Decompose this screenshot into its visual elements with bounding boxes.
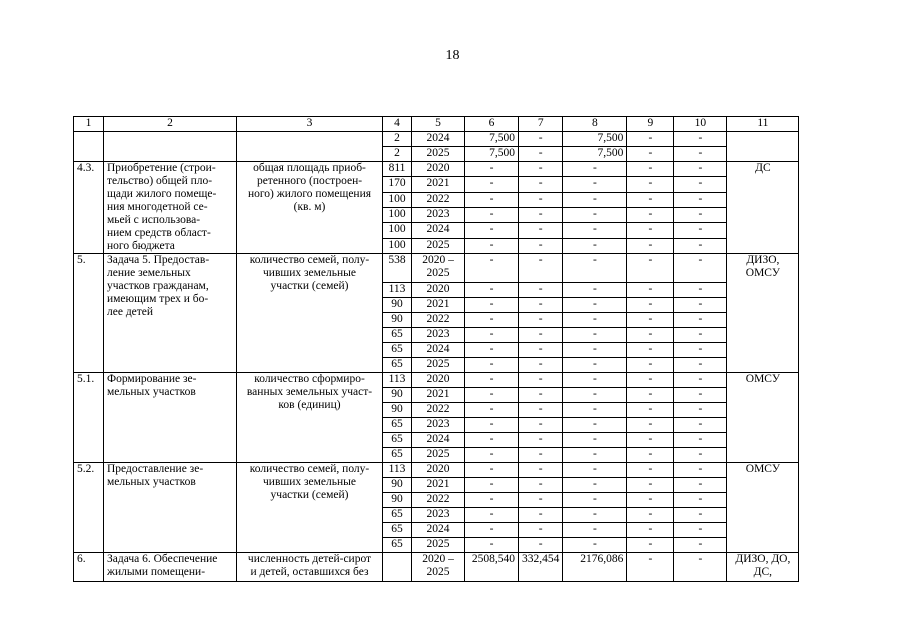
cell-indicator: общая площадь приоб- ретенного (построен- ного) жилого помещения (кв. м) xyxy=(237,162,383,254)
table-row xyxy=(74,254,799,283)
cell-year: 2023 xyxy=(412,508,465,523)
cell-col6: - xyxy=(465,478,519,493)
cell-col9: - xyxy=(627,177,674,192)
cell-executor xyxy=(727,132,799,162)
cell-col6: - xyxy=(465,538,519,553)
cell-col8: - xyxy=(563,388,627,403)
header-cell: 7 xyxy=(519,117,563,132)
cell-col6: - xyxy=(465,298,519,313)
cell-col10: - xyxy=(674,283,727,298)
cell-year: 2021 xyxy=(412,298,465,313)
cell-year: 2021 xyxy=(412,177,465,192)
cell-col8: - xyxy=(563,463,627,478)
cell-year: 2020 xyxy=(412,463,465,478)
cell-year: 2022 xyxy=(412,313,465,328)
cell-col6: - xyxy=(465,313,519,328)
cell-col8: - xyxy=(563,538,627,553)
cell-col9: - xyxy=(627,463,674,478)
header-cell: 8 xyxy=(563,117,627,132)
cell-col10: - xyxy=(674,358,727,373)
cell-col9: - xyxy=(627,418,674,433)
cell-num: 4.3. xyxy=(74,162,104,254)
cell-col8: - xyxy=(563,223,627,238)
cell-col9: - xyxy=(627,448,674,463)
cell-col7: - xyxy=(519,254,563,283)
cell-col4 xyxy=(383,553,412,582)
cell-name: Задача 6. Обеспечение жилыми помещени- xyxy=(104,553,237,582)
cell-indicator: количество сформиро- ванных земельных участ- ков (единиц) xyxy=(237,373,383,463)
cell-col4: 90 xyxy=(383,478,412,493)
cell-col4: 65 xyxy=(383,328,412,343)
cell-col10: - xyxy=(674,254,727,283)
cell-col7: - xyxy=(519,192,563,207)
cell-col10: - xyxy=(674,223,727,238)
cell-col9: - xyxy=(627,192,674,207)
cell-col4: 65 xyxy=(383,358,412,373)
cell-col10: - xyxy=(674,328,727,343)
cell-col6: - xyxy=(465,254,519,283)
cell-col7: - xyxy=(519,223,563,238)
header-cell: 5 xyxy=(412,117,465,132)
cell-col4: 170 xyxy=(383,177,412,192)
cell-col4: 113 xyxy=(383,463,412,478)
cell-col4: 65 xyxy=(383,448,412,463)
cell-year: 2023 xyxy=(412,207,465,222)
cell-col6: - xyxy=(465,418,519,433)
cell-name: Задача 5. Предостав- ление земельных участков гражданам, имеющим трех и бо- лее детей xyxy=(104,254,237,373)
cell-year: 2025 xyxy=(412,358,465,373)
cell-indicator: количество семей, полу- чивших земельные участки (семей) xyxy=(237,463,383,553)
cell-col6: - xyxy=(465,373,519,388)
header-cell: 4 xyxy=(383,117,412,132)
cell-col6: - xyxy=(465,493,519,508)
cell-year: 2021 xyxy=(412,478,465,493)
cell-col9: - xyxy=(627,328,674,343)
cell-executor: ДИЗО, ДО, ДС, xyxy=(727,553,799,582)
cell-col6: - xyxy=(465,358,519,373)
table-row xyxy=(74,463,799,478)
cell-year: 2021 xyxy=(412,388,465,403)
cell-num: 5.1. xyxy=(74,373,104,463)
cell-col6: - xyxy=(465,328,519,343)
cell-col9: - xyxy=(627,373,674,388)
cell-col9: - xyxy=(627,147,674,162)
cell-col4: 90 xyxy=(383,493,412,508)
cell-col6: - xyxy=(465,448,519,463)
cell-year: 2022 xyxy=(412,493,465,508)
cell-col10: - xyxy=(674,433,727,448)
cell-indicator: количество семей, полу- чивших земельные участки (семей) xyxy=(237,254,383,373)
cell-col4: 90 xyxy=(383,313,412,328)
cell-col10: - xyxy=(674,418,727,433)
page-number: 18 xyxy=(445,48,460,63)
cell-col4: 113 xyxy=(383,283,412,298)
cell-col10: - xyxy=(674,162,727,177)
cell-col8: - xyxy=(563,508,627,523)
cell-col9: - xyxy=(627,478,674,493)
cell-col4: 65 xyxy=(383,418,412,433)
cell-col7: - xyxy=(519,418,563,433)
cell-col8: - xyxy=(563,238,627,253)
header-cell: 1 xyxy=(74,117,104,132)
cell-col6: - xyxy=(465,223,519,238)
cell-col7: - xyxy=(519,373,563,388)
cell-col7: 332,454 xyxy=(519,553,563,582)
cell-col8: - xyxy=(563,283,627,298)
cell-col4: 100 xyxy=(383,223,412,238)
table-row xyxy=(74,373,799,388)
cell-col8: - xyxy=(563,493,627,508)
cell-col8: - xyxy=(563,328,627,343)
cell-col6: - xyxy=(465,192,519,207)
cell-col6: - xyxy=(465,207,519,222)
cell-executor: ДС xyxy=(727,162,799,254)
cell-col6: 2508,540 xyxy=(465,553,519,582)
cell-col6: - xyxy=(465,463,519,478)
cell-col6: - xyxy=(465,403,519,418)
cell-col9: - xyxy=(627,493,674,508)
cell-col9: - xyxy=(627,162,674,177)
cell-year: 2022 xyxy=(412,192,465,207)
cell-col8: 2176,086 xyxy=(563,553,627,582)
cell-col8: - xyxy=(563,433,627,448)
cell-col7: - xyxy=(519,523,563,538)
cell-col6: 7,500 xyxy=(465,147,519,162)
header-cell: 3 xyxy=(237,117,383,132)
header-cell: 10 xyxy=(674,117,727,132)
cell-name: Приобретение (строи- тельство) общей пло- щади жилого помеще- ния многодетной се- мьей с использова- нием средств област- ного бюджета xyxy=(104,162,237,254)
cell-year: 2023 xyxy=(412,328,465,343)
cell-col10: - xyxy=(674,388,727,403)
cell-col8: - xyxy=(563,478,627,493)
cell-executor: ОМСУ xyxy=(727,373,799,463)
cell-col8: - xyxy=(563,523,627,538)
cell-col6: - xyxy=(465,388,519,403)
cell-col6: - xyxy=(465,343,519,358)
cell-col10: - xyxy=(674,538,727,553)
cell-col7: - xyxy=(519,207,563,222)
cell-indicator xyxy=(237,132,383,162)
cell-col7: - xyxy=(519,132,563,147)
cell-col10: - xyxy=(674,313,727,328)
cell-col10: - xyxy=(674,448,727,463)
cell-col9: - xyxy=(627,403,674,418)
cell-name: Формирование зе- мельных участков xyxy=(104,373,237,463)
cell-col4: 100 xyxy=(383,207,412,222)
cell-num: 6. xyxy=(74,553,104,582)
cell-col8: 7,500 xyxy=(563,147,627,162)
cell-col7: - xyxy=(519,508,563,523)
cell-col9: - xyxy=(627,508,674,523)
cell-col4: 811 xyxy=(383,162,412,177)
cell-col8: - xyxy=(563,343,627,358)
cell-col7: - xyxy=(519,478,563,493)
cell-year: 2024 xyxy=(412,223,465,238)
cell-col9: - xyxy=(627,254,674,283)
cell-col4: 2 xyxy=(383,147,412,162)
cell-col7: - xyxy=(519,403,563,418)
cell-col8: - xyxy=(563,298,627,313)
cell-col6: - xyxy=(465,238,519,253)
cell-col6: - xyxy=(465,177,519,192)
header-cell: 2 xyxy=(104,117,237,132)
cell-col8: - xyxy=(563,418,627,433)
cell-col4: 538 xyxy=(383,254,412,283)
cell-col10: - xyxy=(674,207,727,222)
cell-col8: - xyxy=(563,373,627,388)
cell-year: 2025 xyxy=(412,147,465,162)
cell-col10: - xyxy=(674,147,727,162)
cell-col10: - xyxy=(674,238,727,253)
cell-col6: - xyxy=(465,523,519,538)
cell-col8: - xyxy=(563,177,627,192)
header-cell: 11 xyxy=(727,117,799,132)
cell-col4: 90 xyxy=(383,298,412,313)
cell-col7: - xyxy=(519,448,563,463)
cell-col9: - xyxy=(627,343,674,358)
cell-col4: 65 xyxy=(383,433,412,448)
cell-col10: - xyxy=(674,373,727,388)
cell-col9: - xyxy=(627,433,674,448)
cell-col10: - xyxy=(674,192,727,207)
cell-col9: - xyxy=(627,358,674,373)
cell-col6: - xyxy=(465,433,519,448)
cell-executor: ОМСУ xyxy=(727,463,799,553)
cell-col7: - xyxy=(519,538,563,553)
cell-col7: - xyxy=(519,298,563,313)
cell-year: 2020 – 2025 xyxy=(412,553,465,582)
cell-col7: - xyxy=(519,238,563,253)
cell-name: Предоставление зе- мельных участков xyxy=(104,463,237,553)
cell-year: 2024 xyxy=(412,343,465,358)
cell-col9: - xyxy=(627,538,674,553)
table-row xyxy=(74,162,799,177)
cell-col7: - xyxy=(519,358,563,373)
cell-col9: - xyxy=(627,283,674,298)
cell-col8: 7,500 xyxy=(563,132,627,147)
cell-col4: 65 xyxy=(383,538,412,553)
cell-year: 2023 xyxy=(412,418,465,433)
cell-col8: - xyxy=(563,192,627,207)
cell-num: 5.2. xyxy=(74,463,104,553)
cell-col10: - xyxy=(674,132,727,147)
table-body xyxy=(74,117,799,582)
cell-col7: - xyxy=(519,343,563,358)
cell-col7: - xyxy=(519,388,563,403)
cell-indicator: численность детей-сирот и детей, оставшихся без xyxy=(237,553,383,582)
cell-col4: 65 xyxy=(383,343,412,358)
cell-col4: 90 xyxy=(383,403,412,418)
cell-col7: - xyxy=(519,493,563,508)
header-row xyxy=(74,117,799,132)
cell-col10: - xyxy=(674,463,727,478)
cell-col10: - xyxy=(674,523,727,538)
cell-col10: - xyxy=(674,493,727,508)
cell-col7: - xyxy=(519,313,563,328)
cell-col7: - xyxy=(519,463,563,478)
table-row xyxy=(74,132,799,147)
cell-num xyxy=(74,132,104,162)
cell-year: 2024 xyxy=(412,132,465,147)
cell-year: 2024 xyxy=(412,523,465,538)
cell-col10: - xyxy=(674,508,727,523)
cell-col4: 100 xyxy=(383,192,412,207)
cell-year: 2020 xyxy=(412,373,465,388)
cell-col10: - xyxy=(674,298,727,313)
cell-col8: - xyxy=(563,207,627,222)
cell-col8: - xyxy=(563,313,627,328)
cell-col8: - xyxy=(563,403,627,418)
cell-col7: - xyxy=(519,162,563,177)
cell-col4: 100 xyxy=(383,238,412,253)
cell-col7: - xyxy=(519,328,563,343)
cell-year: 2024 xyxy=(412,433,465,448)
cell-col10: - xyxy=(674,478,727,493)
cell-col9: - xyxy=(627,388,674,403)
cell-col10: - xyxy=(674,553,727,582)
cell-col6: - xyxy=(465,508,519,523)
cell-col7: - xyxy=(519,177,563,192)
cell-col10: - xyxy=(674,403,727,418)
cell-col8: - xyxy=(563,162,627,177)
cell-year: 2020 – 2025 xyxy=(412,254,465,283)
cell-col7: - xyxy=(519,433,563,448)
cell-year: 2025 xyxy=(412,448,465,463)
cell-col7: - xyxy=(519,147,563,162)
cell-name xyxy=(104,132,237,162)
cell-executor: ДИЗО, ОМСУ xyxy=(727,254,799,373)
cell-col9: - xyxy=(627,207,674,222)
cell-col9: - xyxy=(627,523,674,538)
program-indicators-table xyxy=(73,116,799,582)
cell-year: 2025 xyxy=(412,238,465,253)
table-row xyxy=(74,553,799,582)
cell-col6: - xyxy=(465,283,519,298)
cell-col6: - xyxy=(465,162,519,177)
cell-col9: - xyxy=(627,313,674,328)
cell-col4: 65 xyxy=(383,523,412,538)
header-cell: 6 xyxy=(465,117,519,132)
cell-col8: - xyxy=(563,448,627,463)
cell-col6: 7,500 xyxy=(465,132,519,147)
cell-num: 5. xyxy=(74,254,104,373)
cell-col8: - xyxy=(563,254,627,283)
cell-col9: - xyxy=(627,132,674,147)
cell-col9: - xyxy=(627,298,674,313)
cell-col4: 90 xyxy=(383,388,412,403)
cell-col7: - xyxy=(519,283,563,298)
cell-year: 2022 xyxy=(412,403,465,418)
cell-col8: - xyxy=(563,358,627,373)
cell-col10: - xyxy=(674,177,727,192)
cell-col4: 65 xyxy=(383,508,412,523)
cell-year: 2020 xyxy=(412,283,465,298)
cell-year: 2020 xyxy=(412,162,465,177)
cell-col9: - xyxy=(627,553,674,582)
header-cell: 9 xyxy=(627,117,674,132)
cell-col4: 2 xyxy=(383,132,412,147)
cell-col4: 113 xyxy=(383,373,412,388)
cell-year: 2025 xyxy=(412,538,465,553)
cell-col9: - xyxy=(627,238,674,253)
cell-col9: - xyxy=(627,223,674,238)
cell-col10: - xyxy=(674,343,727,358)
